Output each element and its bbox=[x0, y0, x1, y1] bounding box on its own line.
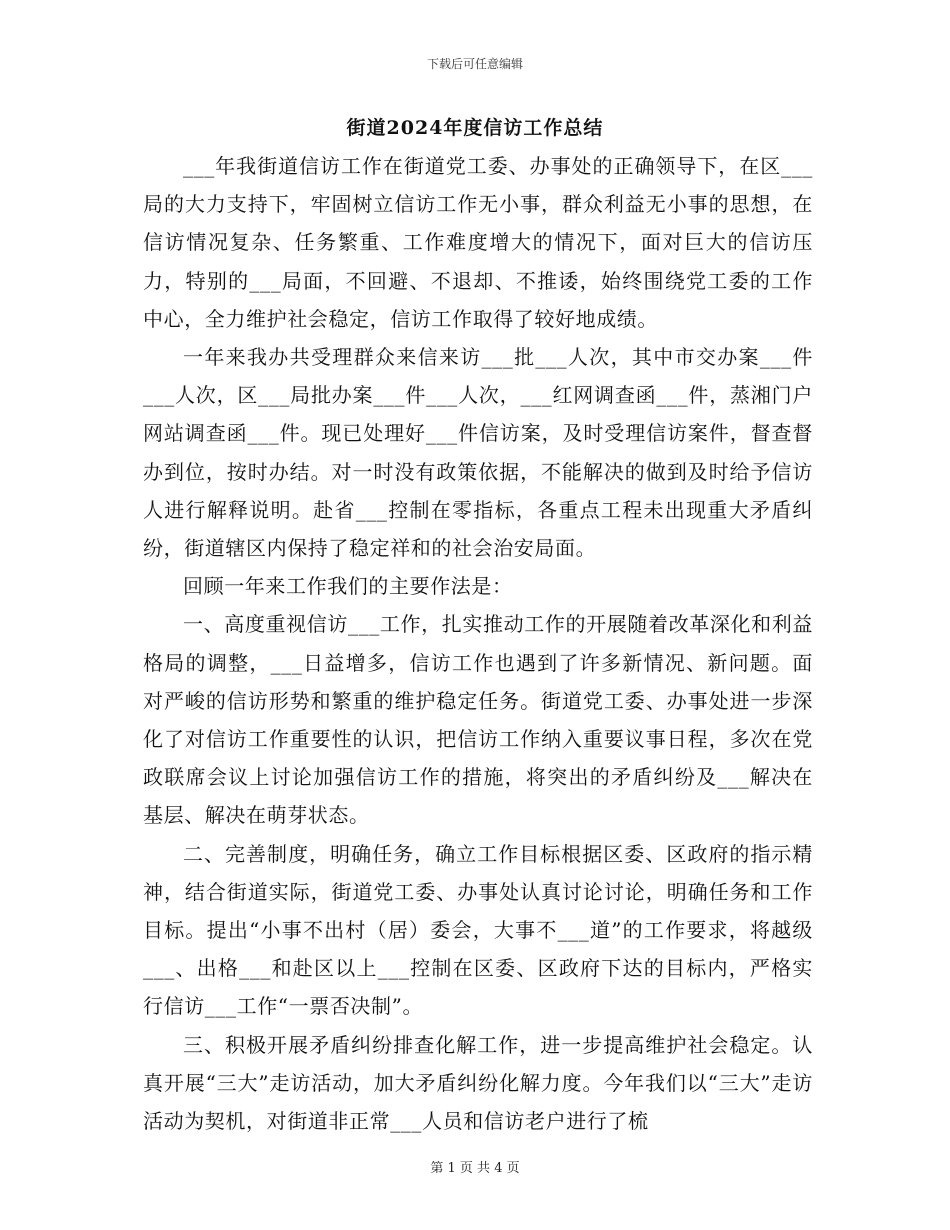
paragraph-statistics: 一年来我办共受理群众来信来访___批___人次，其中市交办案___件___人次，区___局批办案___件___人次，___红网调查函___件，蒸湘门户网站调查函___件。现已处理好___件信访案，及时受理信访案件，督查督办到位，按时办结。对一时没有政策依据，不能解决的做到及时给予信访人进行解释说明。赴省___控制在零指标，各重点工程未出现重大矛盾纠纷，街道辖区内保持了稳定祥和的社会治安局面。 bbox=[143, 345, 813, 561]
document-title: 街道2024年度信访工作总结 bbox=[346, 117, 604, 139]
header-note: 下载后可任意编辑 bbox=[426, 57, 523, 71]
document-body bbox=[143, 147, 813, 1140]
paragraph-intro: ___年我街道信访工作在街道党工委、办事处的正确领导下，在区___局的大力支持下，牢固树立信访工作无小事，群众利益无小事的思想，在信访情况复杂、任务繁重、工作难度增大的情况下，面对巨大的信访压力，特别的___局面，不回避、不退却、不推诿，始终围绕党工委的工作中心，全力维护社会稳定，信访工作取得了较好地成绩。 bbox=[143, 154, 813, 331]
page-number-footer: 第 1 页 共 4 页 bbox=[430, 1161, 520, 1176]
paragraph-section-1: 一、高度重视信访___工作，扎实推动工作的开展随着改革深化和利益格局的调整，___日益增多，信访工作也遇到了许多新情况、新问题。面对严峻的信访形势和繁重的维护稳定任务。街道党工委、办事处进一步深化了对信访工作重要性的认识，把信访工作纳入重要议事日程，多次在党政联席会议上讨论加强信访工作的措施，将突出的矛盾纠纷及___解决在基层、解决在萌芽状态。 bbox=[143, 612, 813, 828]
paragraph-section-3: 三、积极开展矛盾纠纷排查化解工作，进一步提高维护社会稳定。认真开展“三大”走访活动，加大矛盾纠纷化解力度。今年我们以“三大”走访活动为契机，对街道非正常___人员和信访老户进行了梳 bbox=[143, 1032, 813, 1134]
paragraph-review-lead: 回顾一年来工作我们的主要作法是： bbox=[183, 574, 513, 599]
paragraph-section-2: 二、完善制度，明确任务，确立工作目标根据区委、区政府的指示精神，结合街道实际，街道党工委、办事处认真讨论讨论，明确任务和工作目标。提出“小事不出村（居）委会，大事不___道”的工作要求，将越级___、出格___和赴区以上___控制在区委、区政府下达的目标内，严格实行信访___工作“一票否决制”。 bbox=[143, 841, 813, 1019]
